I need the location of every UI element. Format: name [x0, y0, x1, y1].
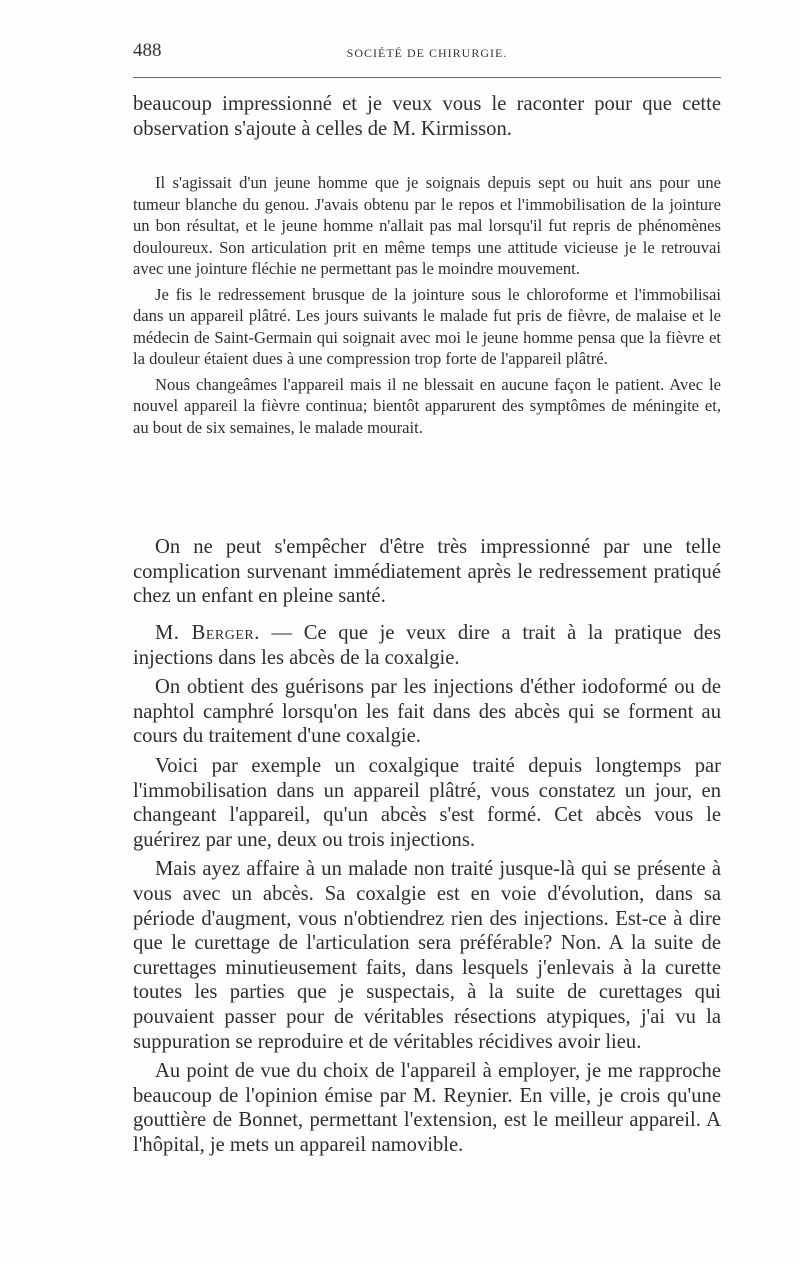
case-report	[133, 172, 721, 438]
discussion-paragraph: Voici par exemple un coxalgique traité depuis longtemps par l'immobilisation dans un appareil plâtré, vous constatez un jour, en changeant l'appareil, qu'un abcès s'est formé. Cet abcès vous le guérirez par une, deux ou trois injections.	[133, 754, 721, 851]
berger-opening-text: — Ce que je veux dire a trait à la pratique des injections dans les abcès de la coxalgie.	[133, 622, 721, 669]
case-paragraph: Nous changeâmes l'appareil mais il ne blessait en aucune façon le patient. Avec le nouvel appareil la fièvre continua; bientôt apparurent des symptômes de méningite et, au bout de six semaines, le malade mourait.	[133, 374, 721, 437]
header-rule	[133, 77, 721, 78]
intro-paragraph-block	[133, 92, 721, 141]
berger-opening-paragraph	[133, 621, 721, 670]
case-paragraph: Il s'agissait d'un jeune homme que je soignais depuis sept ou huit ans pour une tumeur blanche du genou. J'avais obtenu par le repos et l'immobilisation de la jointure un bon résultat, et le jeune homme n'allait pas mal lorsqu'il fut repris de phénomènes douloureux. Son articulation prit en même temps une attitude vicieuse je le retrouvai avec une jointure fléchie ne permettant pas le moindre mouvement.	[133, 173, 721, 278]
conclusion-paragraph: On ne peut s'empêcher d'être très impressionné par une telle complication survenant immédiatement après le redressement pratiqué chez un enfant en pleine santé.	[133, 536, 721, 608]
page-header	[133, 40, 721, 70]
speaker-name: M. Berger.	[155, 622, 260, 644]
berger-discussion	[133, 621, 721, 1157]
conclusion-block	[133, 535, 721, 609]
case-paragraph: Je fis le redressement brusque de la jointure sous le chloroforme et l'immobilisai dans un appareil plâtré. Les jours suivants le malade fut pris de fièvre, de malaise et le médecin de Saint-Germain qui soignait avec moi le jeune homme pensa que la fièvre et la douleur étaient dues à une compression trop forte de l'appareil plâtré.	[133, 284, 721, 368]
discussion-paragraph: Au point de vue du choix de l'appareil à employer, je me rapproche beaucoup de l'opinion émise par M. Reynier. En ville, je crois qu'une gouttière de Bonnet, permettant l'extension, est le meilleur appareil. A l'hôpital, je mets un appareil namovible.	[133, 1060, 721, 1156]
discussion-paragraph: On obtient des guérisons par les injections d'éther iodoformé ou de naphtol camphré lorsqu'on les fait dans des abcès qui se forment au cours du traitement d'une coxalgie.	[133, 676, 721, 748]
running-head: SOCIÉTÉ DE CHIRURGIE.	[346, 46, 508, 60]
intro-paragraph: beaucoup impressionné et je veux vous le raconter pour que cette observation s'ajoute à celles de M. Kirmisson.	[133, 93, 721, 140]
discussion-paragraph: Mais ayez affaire à un malade non traité jusque-là qui se présente à vous avec un abcès. Sa coxalgie est en voie d'évolution, dans sa période d'augment, vous n'obtiendrez rien des injections. Est-ce à dire que le curettage de l'articulation sera préférable? Non. A la suite de curettages minutieusement faits, dans lesquels j'enlevais à la curette toutes les parties que je suspectais, à la suite de curettages qui pouvaient passer pour de véritables résections atypiques, j'ai vu la suppuration se reproduire et de véritables récidives avoir lieu.	[133, 858, 721, 1053]
page-number: 488	[133, 40, 162, 61]
